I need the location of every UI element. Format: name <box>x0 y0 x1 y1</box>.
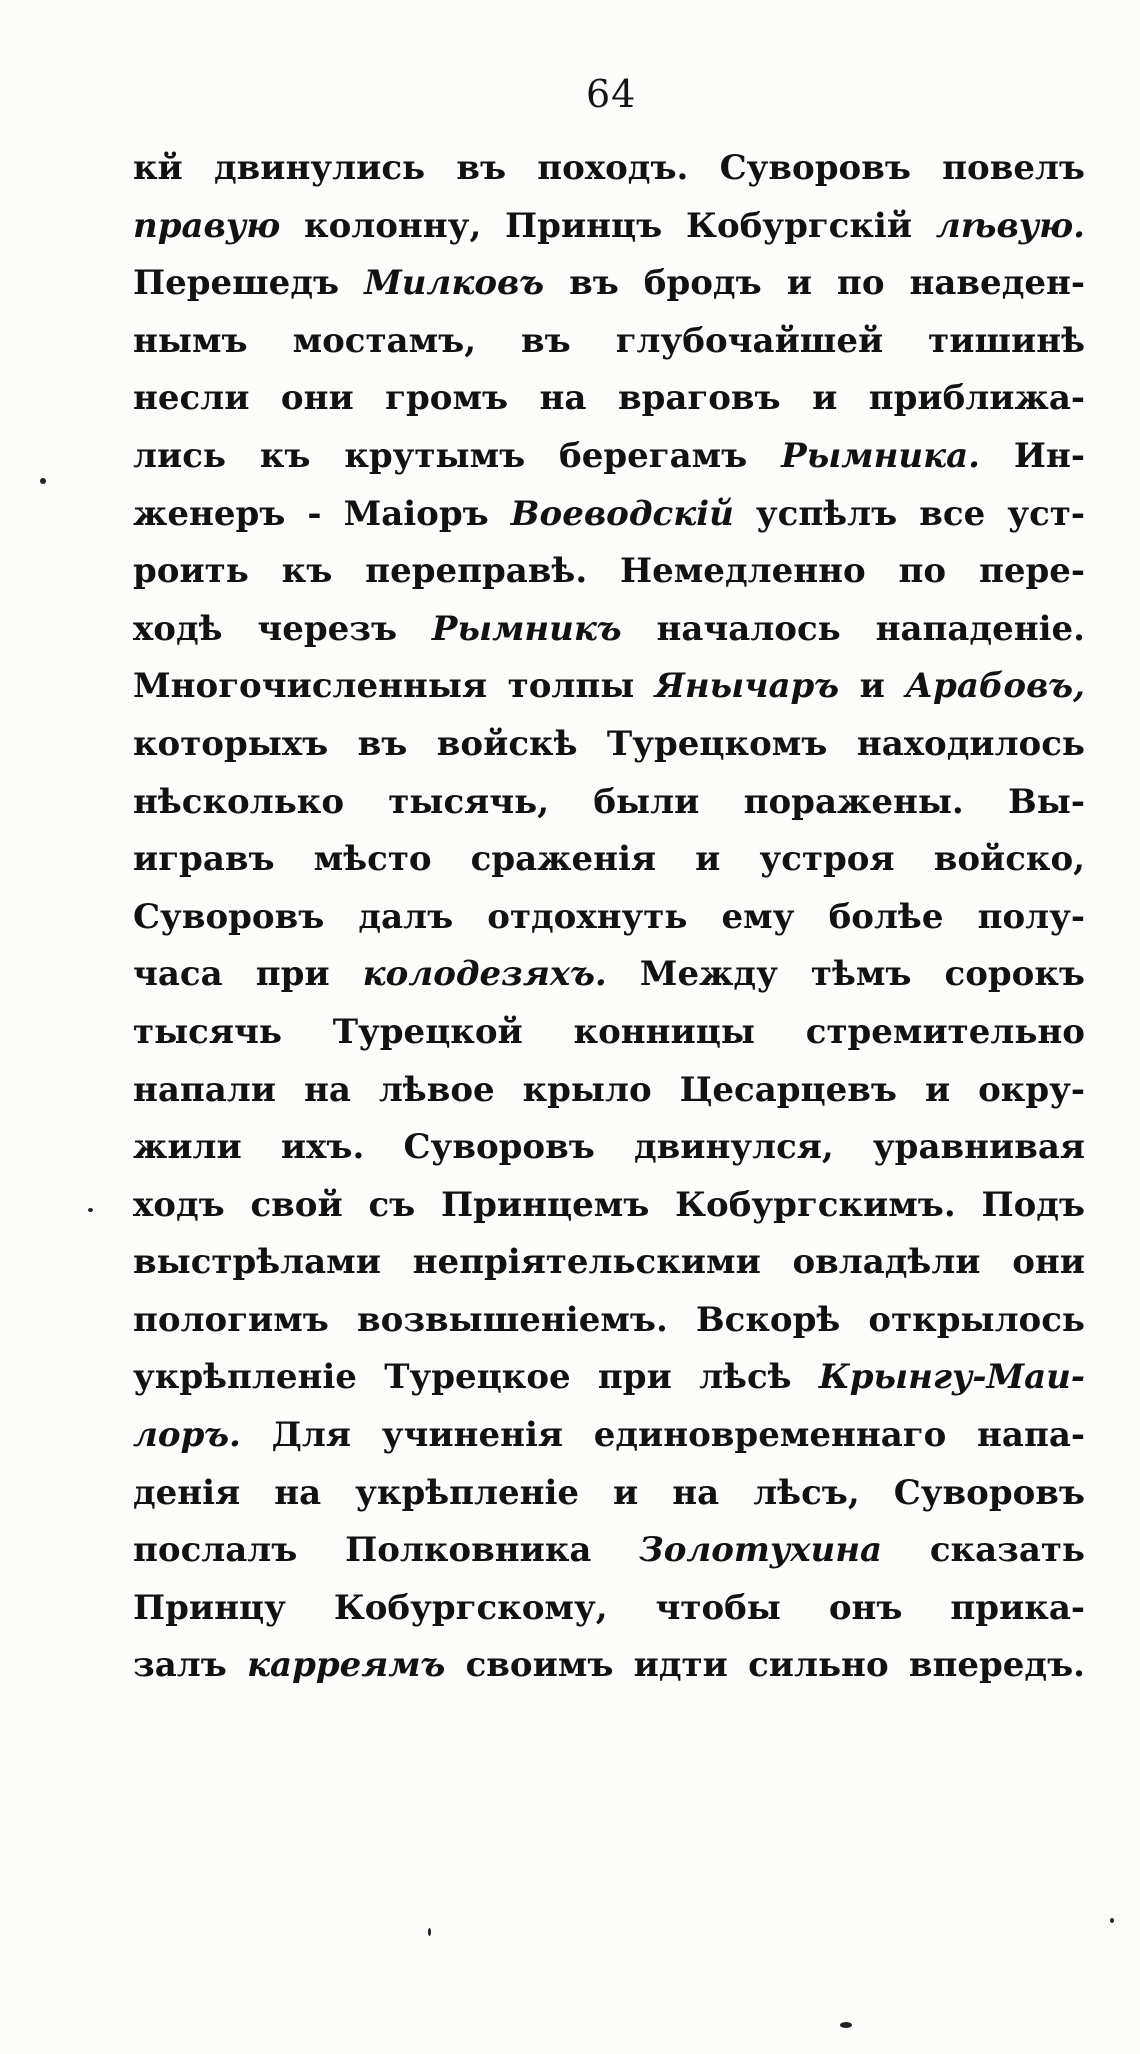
text-line <box>133 1234 1085 1292</box>
text-line <box>133 1637 1085 1695</box>
text-segment: игравъ мѣсто сраженія и устроя войско, <box>133 839 1085 880</box>
scan-speck <box>840 2022 852 2028</box>
text-segment: своимъ идти сильно впередъ. <box>445 1645 1085 1686</box>
italic-text-segment: лѣвую. <box>935 205 1085 246</box>
text-line <box>133 1580 1085 1638</box>
text-line <box>133 1119 1085 1177</box>
text-line <box>133 889 1085 947</box>
text-line <box>133 1292 1085 1350</box>
italic-text-segment: правую <box>133 205 281 246</box>
text-segment: тысячь Турецкой конницы стремительно <box>133 1011 1085 1052</box>
text-segment: успѣлъ все уст- <box>733 493 1085 534</box>
text-line <box>133 831 1085 889</box>
text-line <box>133 601 1085 659</box>
italic-text-segment: Воеводскій <box>510 493 734 534</box>
text-line <box>133 1349 1085 1407</box>
text-line <box>133 716 1085 774</box>
italic-text-segment: Золотухина <box>639 1530 883 1571</box>
italic-text-segment: карреямъ <box>247 1645 446 1686</box>
text-segment: въ бродъ и по наведен- <box>544 263 1085 304</box>
text-segment: напали на лѣвое крыло Цесарцевъ и окру- <box>133 1069 1085 1110</box>
text-segment: нымъ мостамъ, въ глубочайшей тишинѣ <box>133 320 1085 361</box>
scan-speck <box>88 1208 93 1212</box>
scan-speck <box>1110 1918 1114 1923</box>
text-segment: лись къ крутымъ берегамъ <box>133 435 782 476</box>
italic-text-segment: лоръ. <box>133 1415 241 1456</box>
text-line <box>133 140 1085 198</box>
text-segment: жили ихъ. Суворовъ двинулся, уравнивая <box>133 1127 1085 1168</box>
italic-text-segment: Милковъ <box>364 263 545 304</box>
text-segment: укрѣпленіе Турецкое при лѣсѣ <box>133 1357 819 1398</box>
text-segment: залъ <box>133 1645 248 1686</box>
text-segment: Многочисленныя толпы <box>133 666 655 707</box>
text-line <box>133 1407 1085 1465</box>
text-segment: пологимъ возвышеніемъ. Вскорѣ открылось <box>133 1299 1085 1340</box>
italic-text-segment: Рымникъ <box>431 608 622 649</box>
text-segment: Перешедъ <box>133 263 365 304</box>
text-segment: ходѣ черезъ <box>133 608 432 649</box>
text-segment: Суворовъ далъ отдохнуть ему болѣе полу- <box>133 896 1085 937</box>
italic-text-segment: Крынгу-Маи- <box>818 1357 1085 1398</box>
text-line <box>133 198 1085 256</box>
text-line <box>133 543 1085 601</box>
text-segment: несли они громъ на враговъ и приближа- <box>133 378 1085 419</box>
text-line <box>133 1522 1085 1580</box>
italic-text-segment: Рымника. <box>781 435 980 476</box>
text-segment: и <box>839 666 906 707</box>
body-text <box>133 140 1085 1695</box>
text-segment: денія на укрѣпленіе и на лѣсъ, Суворовъ <box>133 1472 1085 1513</box>
text-line <box>133 486 1085 544</box>
text-segment: Ин- <box>980 435 1085 476</box>
text-line <box>133 1177 1085 1235</box>
text-line <box>133 428 1085 486</box>
text-segment: женеръ - Маіоръ <box>133 493 511 534</box>
text-segment: часа при <box>133 954 363 995</box>
text-line <box>133 658 1085 716</box>
scan-speck <box>40 478 46 484</box>
text-segment: выстрѣлами непріятельскими овладѣли они <box>133 1242 1085 1283</box>
text-line <box>133 946 1085 1004</box>
italic-text-segment: Арабовъ, <box>905 666 1085 707</box>
text-segment: Для учиненія единовременнаго напа- <box>240 1415 1085 1456</box>
text-segment: ходъ свой съ Принцемъ Кобургскимъ. Подъ <box>133 1184 1085 1225</box>
page-number: 64 <box>586 72 637 116</box>
italic-text-segment: Янычаръ <box>654 666 840 707</box>
text-segment: сказать <box>882 1530 1085 1571</box>
text-line <box>133 774 1085 832</box>
text-line <box>133 1062 1085 1120</box>
text-line <box>133 313 1085 371</box>
text-line <box>133 1004 1085 1062</box>
text-segment: послалъ Полковника <box>133 1530 640 1571</box>
text-segment: нѣсколько тысячь, были поражены. Вы- <box>133 781 1085 822</box>
text-segment: Между тѣмъ сорокъ <box>606 954 1085 995</box>
text-line <box>133 255 1085 313</box>
text-segment: Принцу Кобургскому, чтобы онъ прика- <box>133 1587 1085 1628</box>
text-segment: началось нападеніе. <box>621 608 1085 649</box>
text-segment: которыхъ въ войскѣ Турецкомъ находилось <box>133 723 1085 764</box>
scan-speck <box>428 1928 431 1936</box>
text-segment: колонну, Принцъ Кобургскій <box>280 205 936 246</box>
text-line <box>133 370 1085 428</box>
text-line <box>133 1465 1085 1523</box>
text-segment: роить къ переправѣ. Немедленно по пере- <box>133 551 1085 592</box>
italic-text-segment: колодезяхъ. <box>362 954 607 995</box>
text-segment: кй двинулись въ походъ. Суворовъ повелъ <box>133 148 1085 188</box>
